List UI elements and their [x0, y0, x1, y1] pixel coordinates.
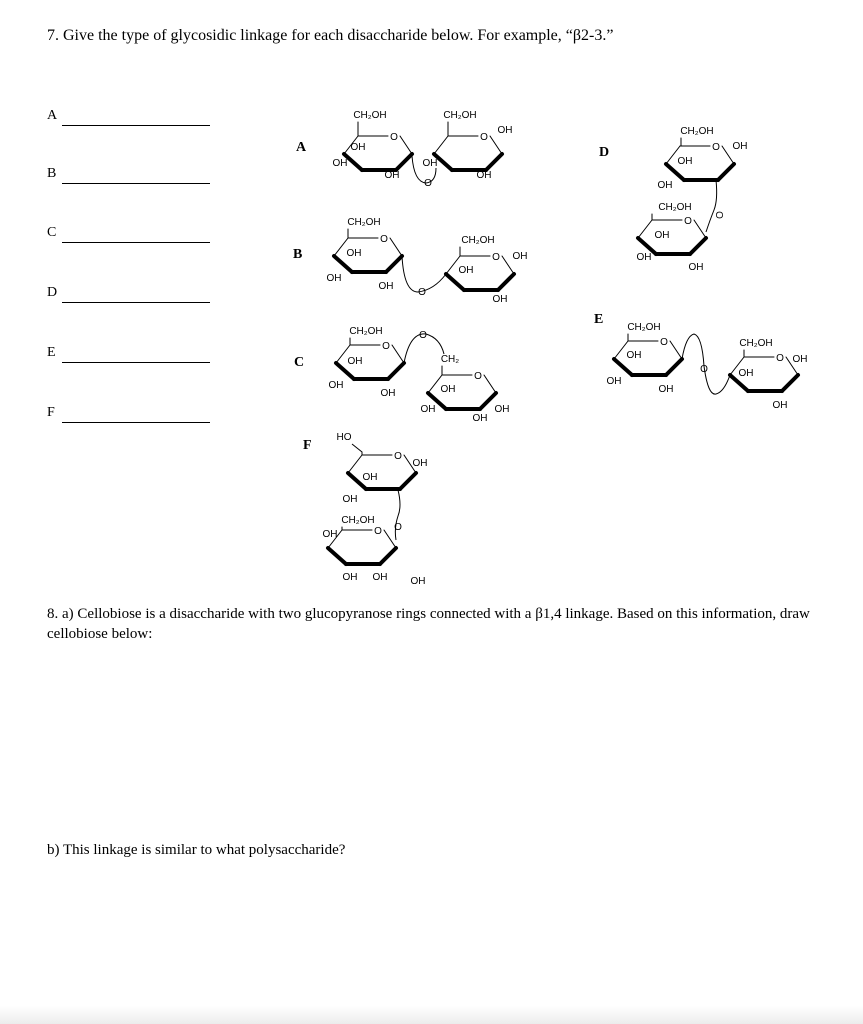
- ring-d2-c1-c2-bond: [690, 238, 706, 254]
- b1-c4-oh: OH: [346, 248, 362, 259]
- ring-e1-c3-c4-bond: [614, 359, 632, 375]
- a1-c4-oh: OH: [350, 142, 366, 153]
- answer-label-d: D: [47, 285, 58, 300]
- f1-c3-oh: OH: [342, 494, 358, 505]
- c2-c1-oh: OH: [494, 404, 510, 415]
- c2-c2-oh: OH: [472, 413, 488, 424]
- f2-c4-oh: OH: [322, 529, 338, 540]
- d2-c4-oh: OH: [654, 230, 670, 241]
- d2-ch2oh: CH₂OH: [658, 202, 692, 213]
- e2-c4-oh: OH: [738, 368, 754, 379]
- f1-c1-oh: OH: [412, 458, 428, 469]
- a1-c2-oh: OH: [384, 170, 400, 181]
- a1-ch2oh: CH₂OH: [353, 110, 387, 121]
- link-c-oxygen: O: [419, 330, 427, 341]
- ring-b2-ring-oxygen: O: [492, 252, 500, 263]
- link-a-oxygen: O: [424, 178, 432, 189]
- question-7-prompt: 7. Give the type of glycosidic linkage for each disaccharide below. For example, “β2-3.”: [47, 27, 614, 44]
- c2-c3-oh: OH: [420, 404, 436, 415]
- ring-d2-c4-c5-bond: [638, 220, 652, 238]
- structure-label-b: B: [293, 247, 303, 262]
- e1-c2-oh: OH: [658, 384, 674, 395]
- ring-a2-c1-c2-bond: [486, 154, 502, 170]
- ring-e1-ring-oxygen: O: [660, 337, 668, 348]
- label-layer: [323, 110, 808, 587]
- link-d-oxygen: O: [713, 211, 724, 219]
- structure-label-e: E: [594, 312, 604, 327]
- b1-c3-oh: OH: [326, 273, 342, 284]
- ring-e1-c1-c2-bond: [666, 359, 682, 375]
- d1-c3-oh: OH: [657, 180, 673, 191]
- c1-c3-oh: OH: [328, 380, 344, 391]
- ring-f1-ring-oxygen: O: [394, 451, 402, 462]
- b1-c2-oh: OH: [378, 281, 394, 292]
- b1-ch2oh: CH₂OH: [347, 217, 381, 228]
- link-d: [706, 180, 717, 232]
- ring-a2-ring-oxygen: O: [480, 132, 488, 143]
- ring-c1-ring-oxygen: O: [382, 341, 390, 352]
- d1-c1-oh: OH: [732, 141, 748, 152]
- f2-c3-oh: OH: [342, 572, 358, 583]
- ring-b2-c3-c4-bond: [446, 274, 464, 290]
- ring-b1-o-c1-bond: [390, 238, 402, 256]
- ring-b2-c1-c2-bond: [498, 274, 514, 290]
- ring-c2-ring-oxygen: O: [474, 371, 482, 382]
- structure-label-a: A: [296, 140, 307, 155]
- ring-f2-ring-oxygen: O: [374, 526, 382, 537]
- e1-c4-oh: OH: [626, 350, 642, 361]
- ring-d1-ring-oxygen: O: [712, 142, 720, 153]
- answer-label-a: A: [47, 108, 58, 123]
- d2-c3-oh: OH: [636, 252, 652, 263]
- ring-e2-c1-c2-bond: [782, 375, 798, 391]
- ring-f1-c1-c2-bond: [400, 473, 416, 489]
- ring-f2-c3-c4-bond: [328, 548, 346, 564]
- ring-a1-c1-c2-bond: [396, 154, 412, 170]
- c1-c2-oh: OH: [380, 388, 396, 399]
- ring-a1-ring-oxygen: O: [390, 132, 398, 143]
- ring-d2-o-c1-bond: [694, 220, 706, 238]
- ring-e1-o-c1-bond: [670, 341, 682, 359]
- f2-c2-oh: OH: [372, 572, 388, 583]
- ring-c1-c1-c2-bond: [388, 363, 404, 379]
- c1-c4-oh: OH: [347, 356, 363, 367]
- e1-c3-oh: OH: [606, 376, 622, 387]
- question-8a-text: 8. a) Cellobiose is a disaccharide with two glucopyranose rings connected with a β1,4 linkage. Based on this information, draw cellobiose below:: [47, 606, 810, 642]
- ring-a2-o-c1-bond: [490, 136, 502, 154]
- link-e-oxygen: O: [700, 364, 708, 375]
- link-f-oxygen: O: [394, 522, 402, 533]
- d2-c2-oh: OH: [688, 262, 704, 273]
- ring-c2-o-c1-bond: [484, 375, 496, 393]
- structure-label-d: D: [599, 145, 610, 160]
- ring-f2-c1-c2-bond: [380, 548, 396, 564]
- a2-c1-oh: OH: [497, 125, 513, 136]
- question-8b-text: b) This linkage is similar to what polysaccharide?: [47, 842, 346, 858]
- e2-c2-oh: OH: [772, 400, 788, 411]
- f2-c1-oh: OH: [410, 576, 426, 587]
- e2-c1-oh: OH: [792, 354, 808, 365]
- ring-d1-c1-c2-bond: [718, 164, 734, 180]
- ring-e2-ring-oxygen: O: [776, 353, 784, 364]
- answer-label-c: C: [47, 225, 57, 240]
- ring-f1-c4-c5-bond: [348, 455, 362, 473]
- e2-ch2oh: CH₂OH: [739, 338, 773, 349]
- page-bottom-shade: [0, 1006, 863, 1024]
- b2-c1-oh: OH: [512, 251, 528, 262]
- ring-a2-c4-c5-bond: [434, 136, 448, 154]
- link-b-oxygen: O: [418, 287, 426, 298]
- f2-ch2oh: CH₂OH: [341, 515, 375, 526]
- bond-layer: [328, 122, 798, 564]
- structure-label-f: F: [303, 438, 312, 453]
- answer-label-e: E: [47, 345, 56, 360]
- ring-b1-ring-oxygen: O: [380, 234, 388, 245]
- c2-ch2: CH₂: [440, 354, 460, 365]
- a1-c3-oh: OH: [332, 158, 348, 169]
- ring-d2-ring-oxygen: O: [684, 216, 692, 227]
- b2-c2-oh: OH: [492, 294, 508, 305]
- a2-ch2oh: CH₂OH: [443, 110, 477, 121]
- ring-b1-c1-c2-bond: [386, 256, 402, 272]
- c2-c4-oh: OH: [440, 384, 456, 395]
- d1-ch2oh: CH₂OH: [680, 126, 714, 137]
- f1-ho: HO: [336, 432, 352, 443]
- b2-c4-oh: OH: [458, 265, 474, 276]
- structure-label-c: C: [294, 355, 305, 370]
- b2-ch2oh: CH₂OH: [461, 235, 495, 246]
- answer-label-b: B: [47, 166, 57, 181]
- c1-ch2oh: CH₂OH: [349, 326, 383, 337]
- f1-c4-oh: OH: [362, 472, 378, 483]
- a2-c4-oh: OH: [422, 158, 438, 169]
- answer-label-f: F: [47, 405, 55, 420]
- a2-c2-oh: OH: [476, 170, 492, 181]
- ring-a1-o-c1-bond: [400, 136, 412, 154]
- e1-ch2oh: CH₂OH: [627, 322, 661, 333]
- ring-c1-o-c1-bond: [392, 345, 404, 363]
- f1-ch2-bond: [352, 444, 362, 455]
- d1-c4-oh: OH: [677, 156, 693, 167]
